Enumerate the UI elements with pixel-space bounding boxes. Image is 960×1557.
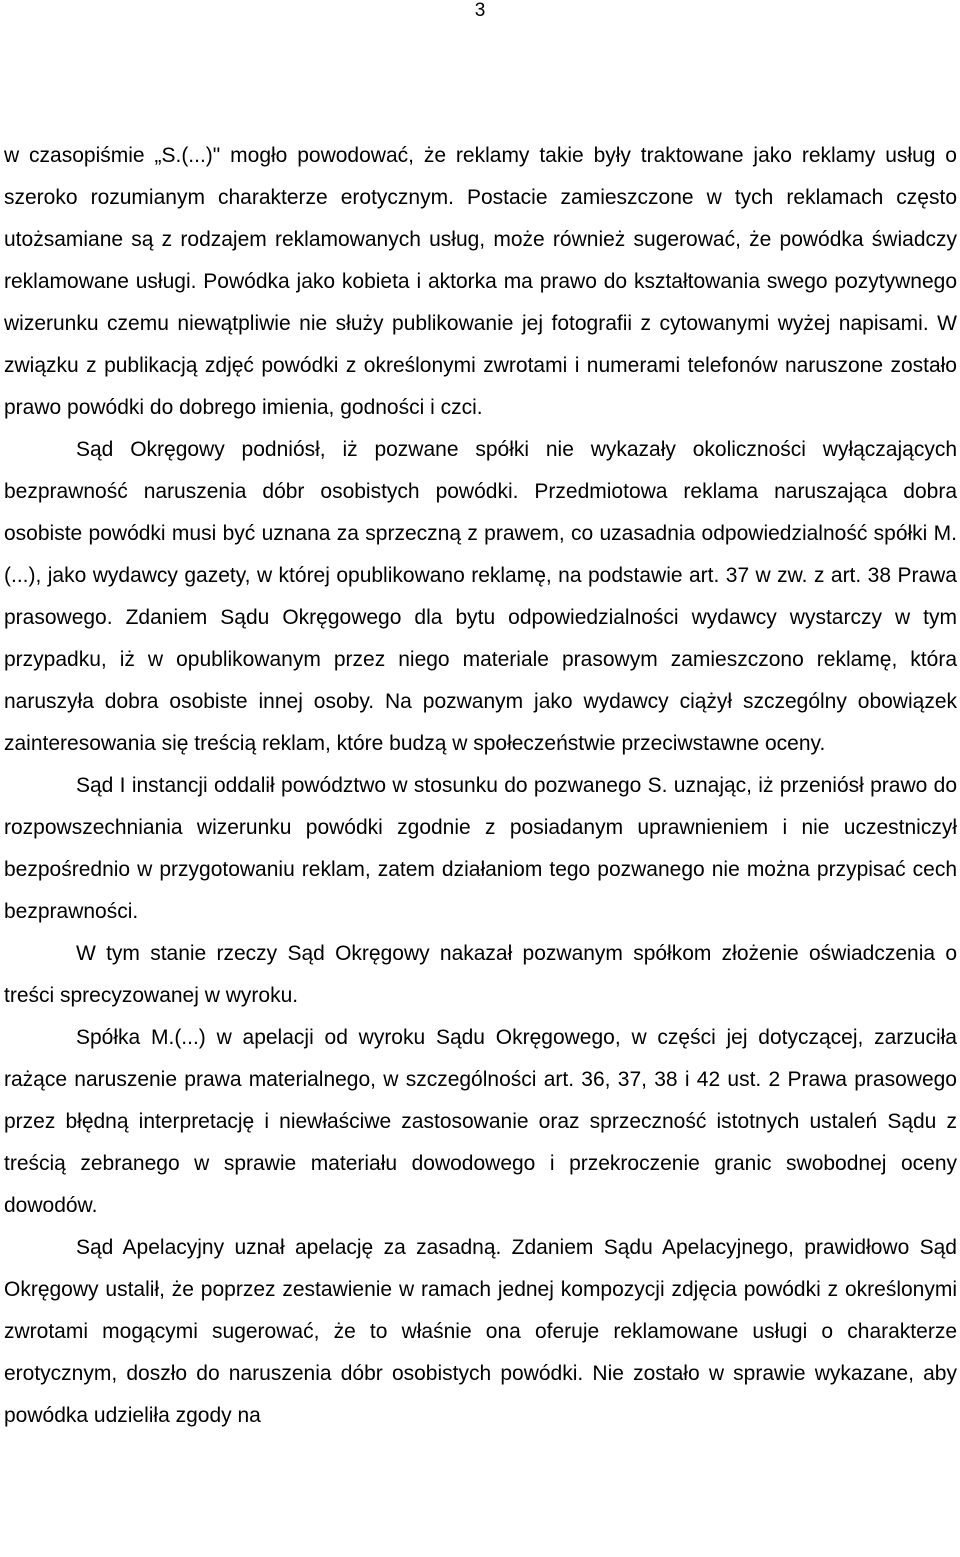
document-body [4, 135, 957, 1437]
paragraph-2: Sąd Okręgowy podniósł, iż pozwane spółki nie wykazały okoliczności wyłączających bezprawność naruszenia dóbr osobistych powódki. Przedmiotowa reklama naruszająca dobra osobiste powódki musi być uznana za sprzeczną z prawem, co uzasadnia odpowiedzialność spółki M.(...), jako wydawcy gazety, w której opublikowano reklamę, na podstawie art. 37 w zw. z art. 38 Prawa prasowego. Zdaniem Sądu Okręgowego dla bytu odpowiedzialności wydawcy wystarczy w tym przypadku, iż w opublikowanym przez niego materiale prasowym zamieszczono reklamę, która naruszyła dobra osobiste innej osoby. Na pozwanym jako wydawcy ciążył szczególny obowiązek zainteresowania się treścią reklam, które budzą w społeczeństwie przeciwstawne oceny. [4, 438, 957, 755]
paragraph-1: w czasopiśmie „S.(...)" mogło powodować, że reklamy takie były traktowane jako reklamy usług o szeroko rozumianym charakterze erotycznym. Postacie zamieszczone w tych reklamach często utożsamiane są z rodzajem reklamowanych usług, może również sugerować, że powódka świadczy reklamowane usługi. Powódka jako kobieta i aktorka ma prawo do kształtowania swego pozytywnego wizerunku czemu niewątpliwie nie służy publikowanie jej fotografii z cytowanymi wyżej napisami. W związku z publikacją zdjęć powódki z określonymi zwrotami i numerami telefonów naruszone zostało prawo powódki do dobrego imienia, godności i czci. [4, 144, 957, 419]
paragraph-4: W tym stanie rzeczy Sąd Okręgowy nakazał pozwanym spółkom złożenie oświadczenia o treści sprecyzowanej w wyroku. [4, 942, 957, 1007]
paragraph-6: Sąd Apelacyjny uznał apelację za zasadną. Zdaniem Sądu Apelacyjnego, prawidłowo Sąd Okręgowy ustalił, że poprzez zestawienie w ramach jednej kompozycji zdjęcia powódki z określonymi zwrotami mogącymi sugerować, że to właśnie ona oferuje reklamowane usługi o charakterze erotycznym, doszło do naruszenia dóbr osobistych powódki. Nie zostało w sprawie wykazane, aby powódka udzieliła zgody na [4, 1236, 957, 1427]
page-number: 3 [474, 0, 486, 21]
paragraph-5: Spółka M.(...) w apelacji od wyroku Sądu Okręgowego, w części jej dotyczącej, zarzuciła rażące naruszenie prawa materialnego, w szczególności art. 36, 37, 38 i 42 ust. 2 Prawa prasowego przez błędną interpretację i niewłaściwe zastosowanie oraz sprzeczność istotnych ustaleń Sądu z treścią zebranego w sprawie materiału dowodowego i przekroczenie granic swobodnej oceny dowodów. [4, 1026, 957, 1217]
paragraph-3: Sąd I instancji oddalił powództwo w stosunku do pozwanego S. uznając, iż przeniósł prawo do rozpowszechniania wizerunku powódki zgodnie z posiadanym uprawnieniem i nie uczestniczył bezpośrednio w przygotowaniu reklam, zatem działaniom tego pozwanego nie można przypisać cech bezprawności. [4, 774, 957, 923]
